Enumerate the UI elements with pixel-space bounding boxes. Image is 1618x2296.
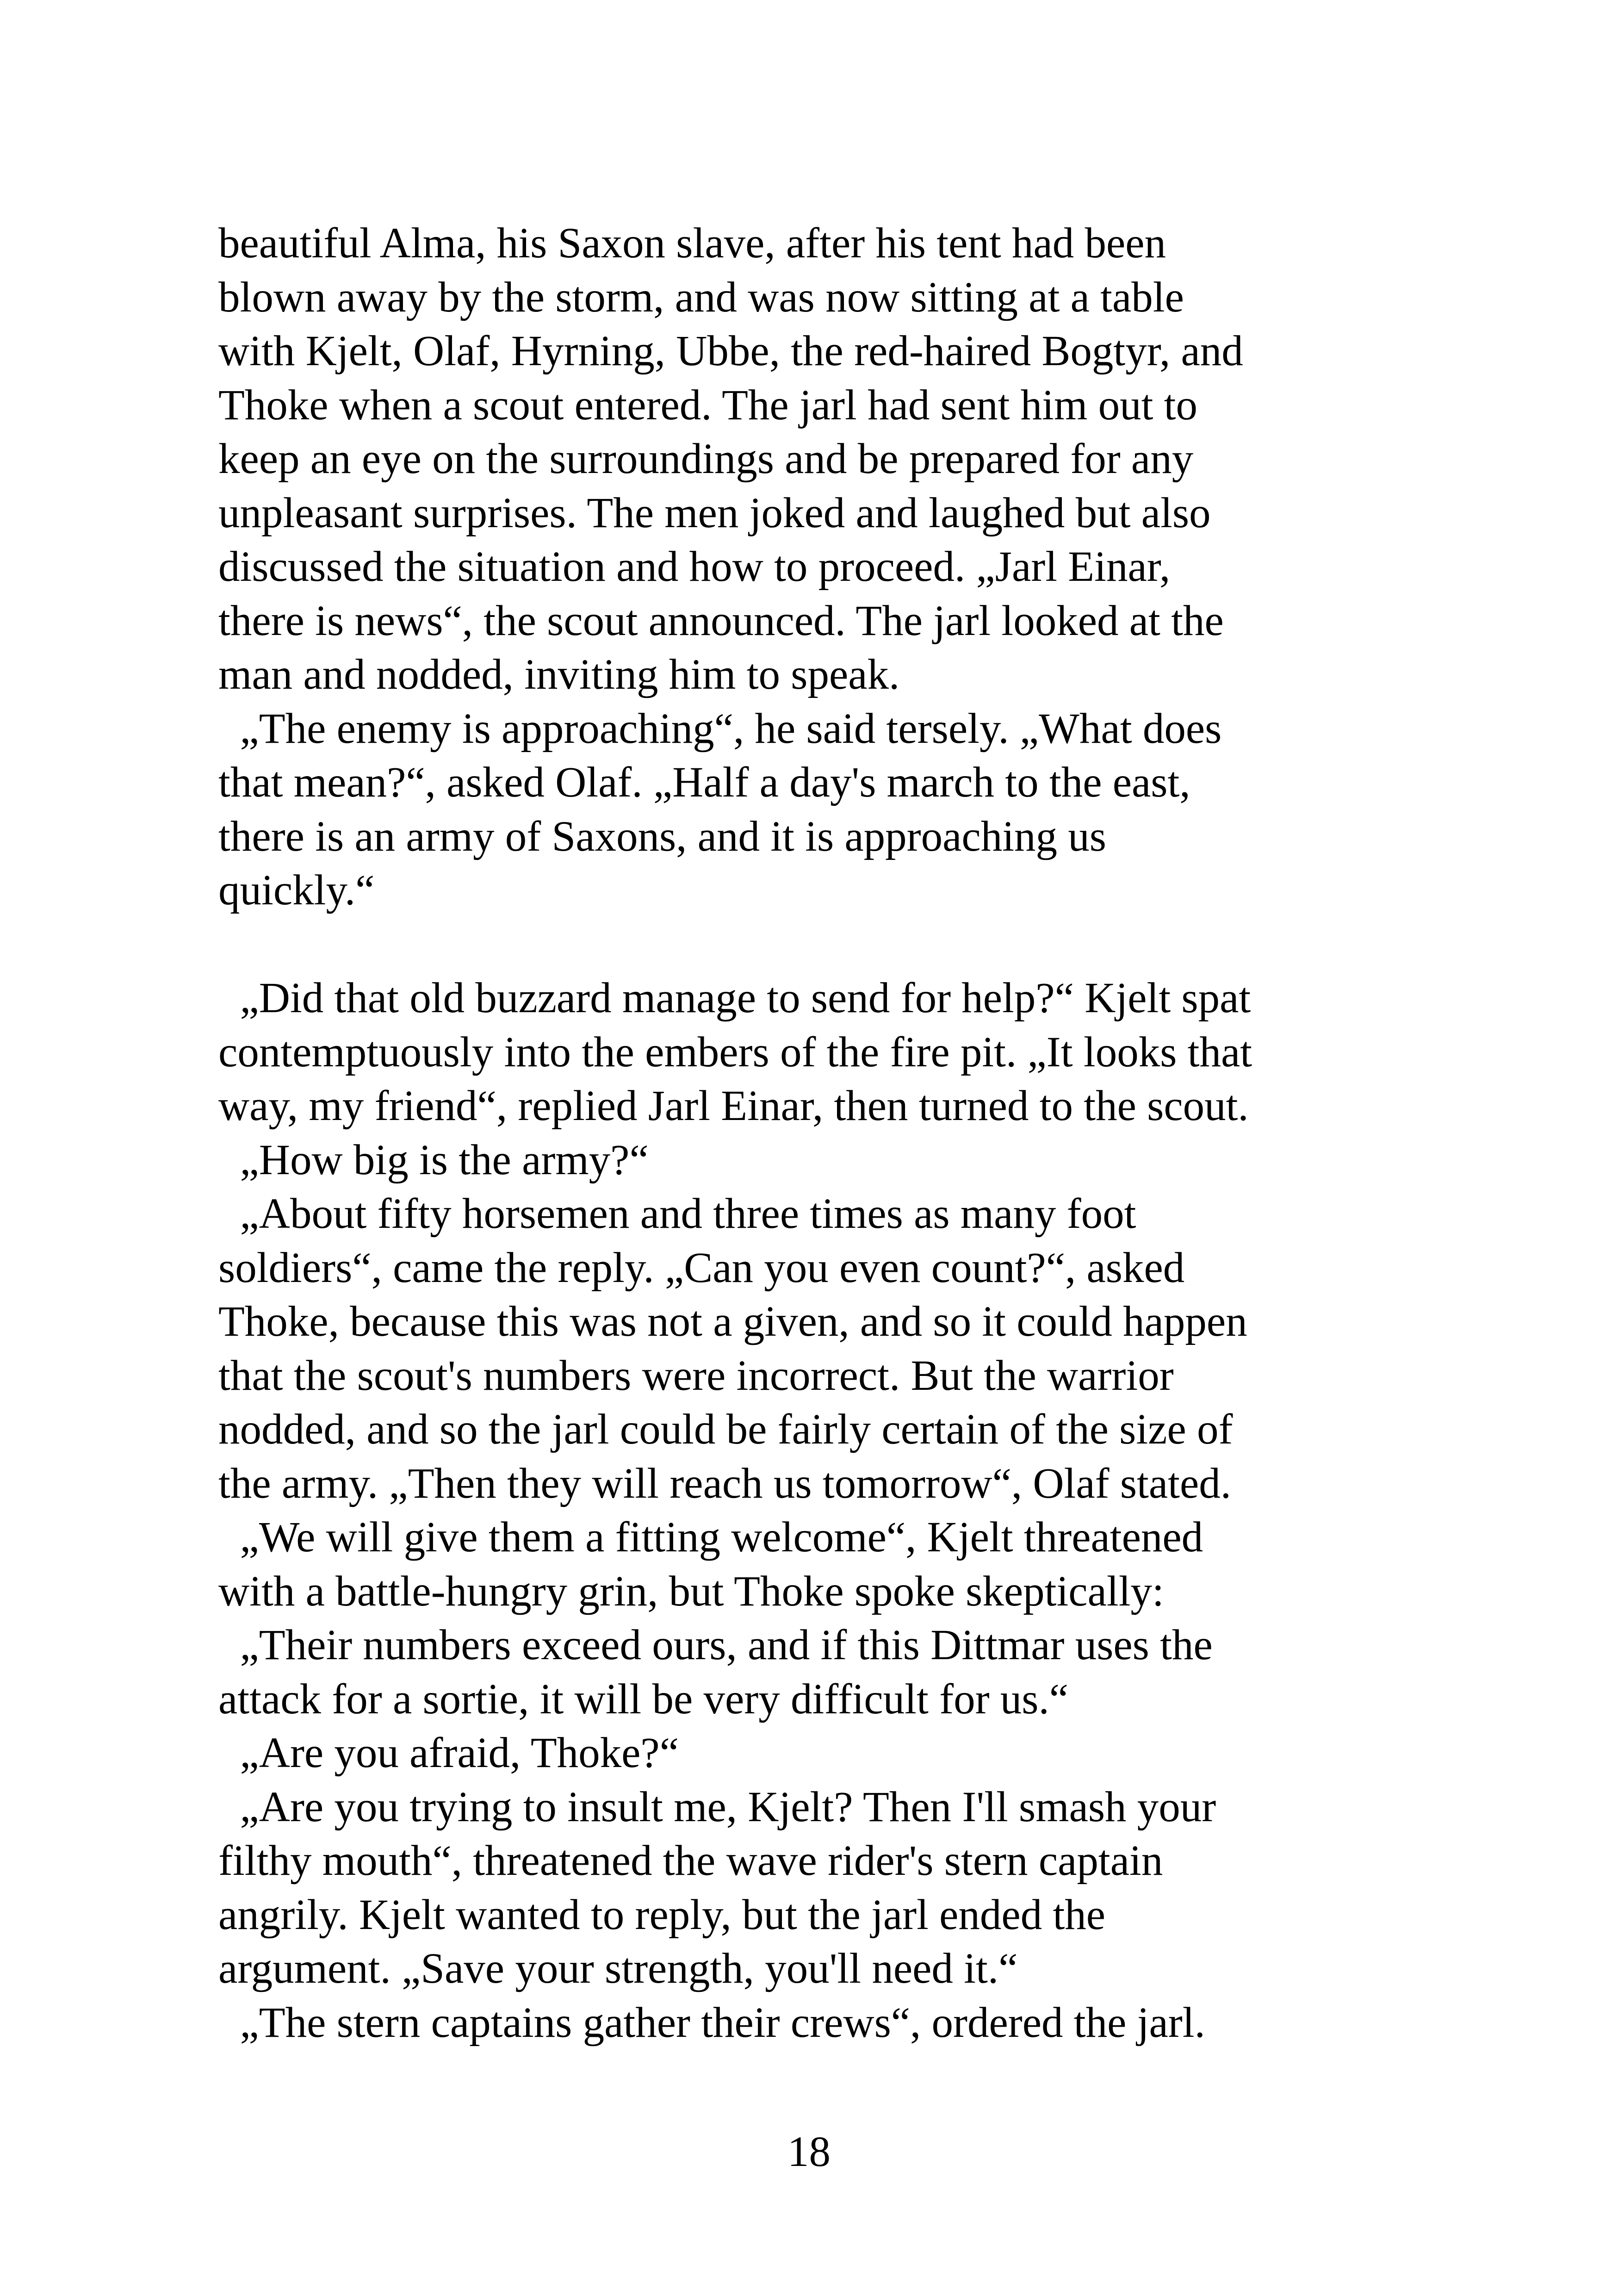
text-line: nodded, and so the jarl could be fairly certain of the size of — [218, 1406, 1233, 1453]
text-line: beautiful Alma, his Saxon slave, after his tent had been — [218, 219, 1166, 267]
text-line: „We will give them a fitting welcome“, Kjelt threatened — [218, 1513, 1203, 1561]
text-line: „Did that old buzzard manage to send for help?“ Kjelt spat — [218, 974, 1251, 1022]
text-line: with Kjelt, Olaf, Hyrning, Ubbe, the red-haired Bogtyr, and — [218, 327, 1243, 375]
text-line: „How big is the army?“ — [218, 1136, 649, 1184]
text-line: Thoke, because this was not a given, and so it could happen — [218, 1298, 1247, 1345]
text-line: that the scout's numbers were incorrect. But the warrior — [218, 1351, 1174, 1400]
text-line: with a battle-hungry grin, but Thoke spoke skeptically: — [218, 1567, 1164, 1615]
page-number: 18 — [787, 2128, 831, 2176]
text-line: blown away by the storm, and was now sitting at a table — [218, 273, 1184, 321]
text-line: quickly.“ — [218, 866, 375, 914]
blank-line — [218, 918, 1403, 972]
text-line: Thoke when a scout entered. The jarl had sent him out to — [218, 381, 1198, 429]
text-line: „Are you afraid, Thoke?“ — [218, 1729, 679, 1777]
text-line: „The stern captains gather their crews“, ordered the jarl. — [218, 1998, 1205, 2047]
text-line: the army. „Then they will reach us tomorrow“, Olaf stated. — [218, 1459, 1232, 1507]
text-line: soldiers“, came the reply. „Can you even count?“, asked — [218, 1244, 1185, 1292]
body-text — [218, 217, 1403, 2050]
text-line: there is an army of Saxons, and it is approaching us — [218, 812, 1106, 860]
text-line: angrily. Kjelt wanted to reply, but the jarl ended the — [218, 1891, 1106, 1939]
text-line: way, my friend“, replied Jarl Einar, then turned to the scout. — [218, 1082, 1249, 1130]
text-line: filthy mouth“, threatened the wave rider's stern captain — [218, 1837, 1163, 1885]
text-line: „About fifty horsemen and three times as many foot — [218, 1190, 1136, 1238]
text-line: man and nodded, inviting him to speak. — [218, 651, 900, 698]
text-line: keep an eye on the surroundings and be prepared for any — [218, 435, 1194, 483]
text-line: discussed the situation and how to proceed. „Jarl Einar, — [218, 543, 1171, 591]
text-line: „Their numbers exceed ours, and if this Dittmar uses the — [218, 1621, 1213, 1669]
text-line: contemptuously into the embers of the fire pit. „It looks that — [218, 1028, 1252, 1076]
text-line: attack for a sortie, it will be very difficult for us.“ — [218, 1675, 1069, 1723]
text-line: there is news“, the scout announced. The jarl looked at the — [218, 597, 1224, 645]
text-line: that mean?“, asked Olaf. „Half a day's march to the east, — [218, 759, 1190, 806]
text-line: argument. „Save your strength, you'll need it.“ — [218, 1945, 1018, 1992]
text-line: „The enemy is approaching“, he said tersely. „What does — [218, 704, 1222, 753]
text-line: unpleasant surprises. The men joked and laughed but also — [218, 489, 1211, 537]
text-line: „Are you trying to insult me, Kjelt? Then I'll smash your — [218, 1783, 1216, 1831]
